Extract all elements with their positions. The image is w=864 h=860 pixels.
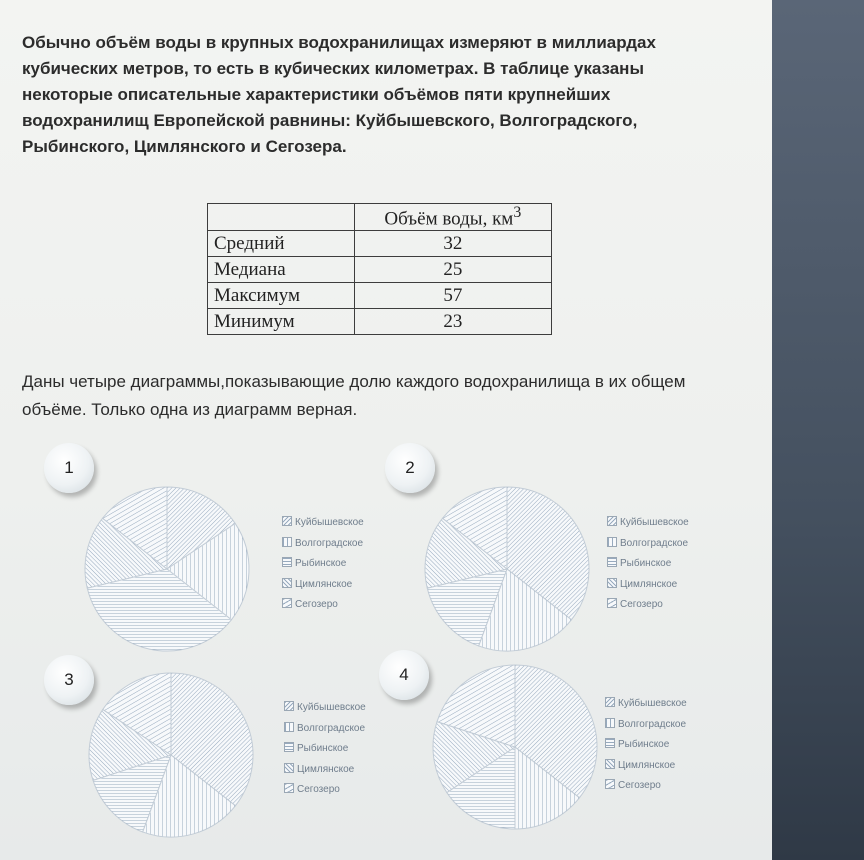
legend-item (282, 513, 364, 534)
intro-paragraph: Обычно объём воды в крупных водохранилищах измеряют в миллиардах кубических метров, то есть в кубических километрах. В таблице указаны некоторые описательные характеристики объёмов пяти крупнейших водохранилищ Европейской равнины: Куйбышевского, Волгоградского, Рыбинского, Цимлянского и Сегозера. (22, 33, 656, 156)
legend-swatch (605, 718, 615, 728)
legend-item (607, 595, 689, 616)
chart-number-badge-4: 4 (379, 650, 429, 700)
legend-label: Рыбинское (297, 743, 349, 754)
legend-item (282, 595, 364, 616)
legend-label: Сегозеро (297, 784, 340, 795)
table-row-value: 32 (354, 231, 551, 257)
legend-item (607, 513, 689, 534)
legend-item (284, 719, 366, 740)
legend-swatch (605, 697, 615, 707)
table-row-value: 25 (354, 257, 551, 283)
chart-number-badge-1: 1 (44, 443, 94, 493)
legend-swatch (282, 598, 292, 608)
legend-swatch (605, 738, 615, 748)
table-row-value: 23 (354, 309, 551, 335)
statistics-table (207, 203, 552, 335)
legend-swatch (607, 516, 617, 526)
legend-label: Сегозеро (618, 780, 661, 791)
legend-label: Волгоградское (295, 537, 364, 549)
pie-chart-4 (430, 662, 600, 832)
legend-swatch (607, 537, 617, 547)
legend-label: Сегозеро (620, 599, 663, 610)
legend-label: Рыбинское (618, 739, 670, 750)
legend-label: Сегозеро (295, 599, 338, 610)
legend-swatch (282, 578, 292, 588)
legend-1 (282, 513, 364, 616)
legend-item (607, 575, 689, 596)
question-paragraph: Даны четыре диаграммы,показывающие долю каждого водохранилища в их общем объёме. Только одна из диаграмм верная. (22, 372, 686, 419)
pie-chart-3 (86, 670, 256, 840)
table-header-blank (208, 204, 355, 231)
legend-swatch (607, 578, 617, 588)
legend-label: Цимлянское (295, 578, 353, 590)
legend-item (605, 756, 687, 777)
legend-label: Цимлянское (620, 578, 678, 590)
legend-label: Рыбинское (295, 558, 347, 569)
legend-item (605, 715, 687, 736)
legend-item (284, 760, 366, 781)
legend-item (282, 534, 364, 555)
legend-swatch (607, 557, 617, 567)
legend-swatch (605, 779, 615, 789)
table-row (208, 309, 552, 335)
table-row-label: Средний (208, 231, 355, 257)
pie-chart-2 (422, 484, 592, 654)
table-header-text: Объём воды, км (384, 208, 514, 230)
legend-swatch (282, 537, 292, 547)
table-row-value: 57 (354, 283, 551, 309)
legend-label: Волгоградское (297, 722, 366, 734)
legend-swatch (284, 763, 294, 773)
legend-2 (607, 513, 689, 616)
legend-label: Куйбышевское (618, 698, 687, 709)
legend-item (605, 735, 687, 756)
table-header-volume (354, 204, 551, 231)
legend-swatch (605, 759, 615, 769)
table-row (208, 283, 552, 309)
legend-item (607, 534, 689, 555)
legend-label: Волгоградское (618, 718, 687, 730)
legend-item (284, 739, 366, 760)
legend-4 (605, 694, 687, 797)
legend-label: Цимлянское (618, 759, 676, 771)
legend-swatch (282, 557, 292, 567)
legend-swatch (282, 516, 292, 526)
legend-item (284, 698, 366, 719)
legend-item (605, 776, 687, 797)
legend-swatch (607, 598, 617, 608)
table-row-label: Медиана (208, 257, 355, 283)
legend-swatch (284, 742, 294, 752)
legend-swatch (284, 701, 294, 711)
table-row-label: Минимум (208, 309, 355, 335)
legend-swatch (284, 783, 294, 793)
table-row (208, 257, 552, 283)
legend-label: Куйбышевское (620, 517, 689, 528)
legend-item (607, 554, 689, 575)
legend-label: Куйбышевское (295, 517, 364, 528)
table-row-label: Максимум (208, 283, 355, 309)
table-header-row (208, 204, 552, 231)
legend-label: Волгоградское (620, 537, 689, 549)
screen-side-band (772, 0, 864, 860)
legend-item (605, 694, 687, 715)
legend-item (282, 575, 364, 596)
legend-swatch (284, 722, 294, 732)
table-row (208, 231, 552, 257)
pie-chart-1 (82, 484, 252, 654)
legend-3 (284, 698, 366, 801)
chart-number-badge-2: 2 (385, 443, 435, 493)
legend-label: Куйбышевское (297, 702, 366, 713)
chart-number-badge-3: 3 (44, 655, 94, 705)
legend-label: Цимлянское (297, 763, 355, 775)
table-header-sup: 3 (513, 204, 522, 221)
legend-label: Рыбинское (620, 558, 672, 569)
legend-item (282, 554, 364, 575)
legend-item (284, 780, 366, 801)
